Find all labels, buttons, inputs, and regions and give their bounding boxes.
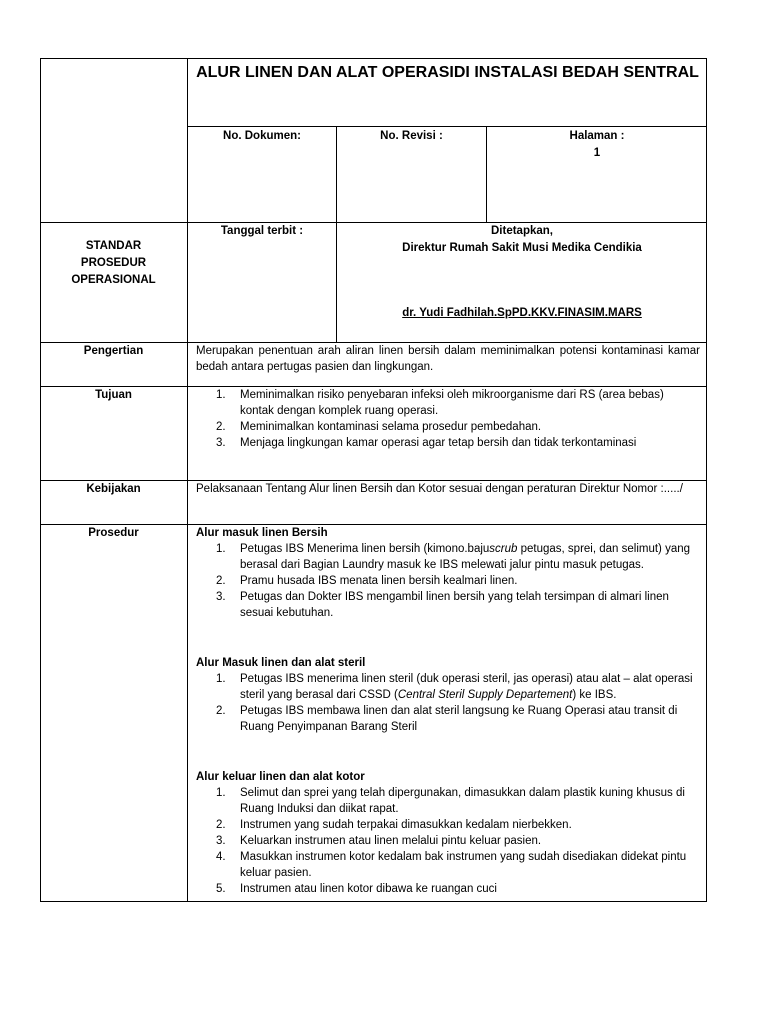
list-item: 3. Keluarkan instrumen atau linen melalui pintu keluar pasien. bbox=[216, 835, 542, 847]
kebijakan-text: Pelaksanaan Tentang Alur linen Bersih dan Kotor sesuai dengan peraturan Direktur Nomor :...../ bbox=[196, 483, 683, 495]
sop-label-3: OPERASIONAL bbox=[71, 274, 156, 286]
procedure-list bbox=[188, 541, 700, 621]
list-item: 2. Pramu husada IBS menata linen bersih kealmari linen. bbox=[216, 575, 518, 587]
section-heading: Alur keluar linen dan alat kotor bbox=[196, 771, 365, 783]
kebijakan-label: Kebijakan bbox=[86, 483, 141, 495]
list-item: 1. Petugas IBS menerima linen steril (duk operasi steril, jas operasi) atau alat – alat operasi steril yang berasal dari CSSD (Central Steril Supply Departement) ke IBS. bbox=[216, 673, 693, 701]
direktur-label: Direktur Rumah Sakit Musi Medika Cendikia bbox=[402, 242, 642, 254]
sop-label-2: PROSEDUR bbox=[80, 257, 147, 269]
list-item: 2. Instrumen yang sudah terpakai dimasukkan kedalam nierbekken. bbox=[216, 819, 572, 831]
divider bbox=[187, 126, 707, 127]
list-item: 2. Meminimalkan kontaminasi selama prosedur pembedahan. bbox=[216, 421, 542, 433]
sop-document bbox=[40, 58, 707, 902]
no-dokumen-label: No. Dokumen: bbox=[223, 130, 301, 142]
section-heading: Alur Masuk linen dan alat steril bbox=[196, 657, 366, 669]
tanggal-terbit-label: Tanggal terbit : bbox=[220, 225, 304, 237]
prosedur-label: Prosedur bbox=[88, 527, 139, 539]
tujuan-list bbox=[188, 387, 698, 451]
tujuan-label: Tujuan bbox=[95, 389, 132, 401]
pengertian-label: Pengertian bbox=[83, 345, 144, 357]
list-item: 1. Selimut dan sprei yang telah dipergunakan, dimasukkan dalam plastik kuning khusus di Ruang Induksi dan diikat rapat. bbox=[216, 787, 685, 815]
list-item: 1. Petugas IBS Menerima linen bersih (kimono.bajuscrub petugas, sprei, dan selimut) yang berasal dari Bagian Laundry masuk ke IBS melewati jalur pintu masuk petugas. bbox=[216, 543, 691, 571]
no-revisi-label: No. Revisi : bbox=[380, 130, 443, 142]
procedure-list bbox=[188, 785, 700, 897]
list-item: 2. Petugas IBS membawa linen dan alat steril langsung ke Ruang Operasi atau transit di Ruang Penyimpanan Barang Steril bbox=[216, 705, 678, 733]
list-item: 1. Meminimalkan risiko penyebaran infeksi oleh mikroorganisme dari RS (area bebas) kontak dengan komplek ruang operasi. bbox=[216, 389, 664, 417]
pengertian-text: Merupakan penentuan arah aliran linen bersih dalam meminimalkan potensi kontaminasi kamar bedah antara pertugas pasien dan lingkungan. bbox=[196, 345, 700, 373]
signatory-name: dr. Yudi Fadhilah.SpPD.KKV.FINASIM.MARS bbox=[402, 307, 642, 319]
list-item: 5. Instrumen atau linen kotor dibawa ke ruangan cuci bbox=[216, 883, 497, 895]
document-title: ALUR LINEN DAN ALAT OPERASIDI INSTALASI BEDAH SENTRAL bbox=[196, 64, 699, 81]
list-item: 3. Petugas dan Dokter IBS mengambil linen bersih yang telah tersimpan di almari linen sesuai kebutuhan. bbox=[216, 591, 669, 619]
procedure-list bbox=[188, 671, 700, 735]
list-item: 4. Masukkan instrumen kotor kedalam bak instrumen yang sudah disediakan didekat pintu keluar pasien. bbox=[216, 851, 687, 879]
list-item: 3. Menjaga lingkungan kamar operasi agar tetap bersih dan tidak terkontaminasi bbox=[216, 437, 637, 449]
halaman-value: 1 bbox=[593, 147, 601, 159]
section-heading: Alur masuk linen Bersih bbox=[196, 527, 328, 539]
halaman-label: Halaman : bbox=[569, 130, 625, 142]
sop-label-1: STANDAR bbox=[85, 240, 142, 252]
ditetapkan-label: Ditetapkan, bbox=[491, 225, 553, 237]
